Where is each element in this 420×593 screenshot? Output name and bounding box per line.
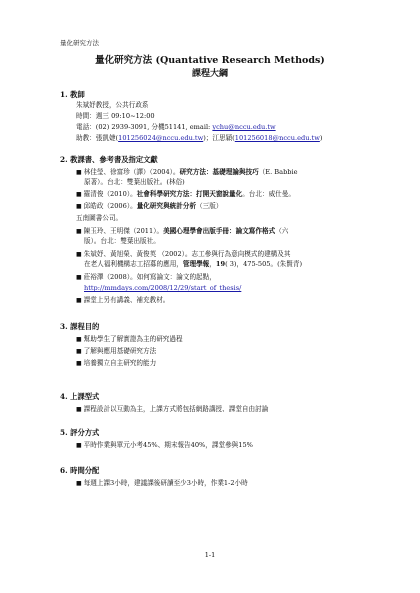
square-bullet-icon: ■	[76, 348, 82, 355]
ref-title: 美國心理學會出版手冊：論文寫作格式	[163, 227, 276, 235]
page-number: 1-1	[204, 551, 216, 559]
ta-suffix: )	[319, 134, 323, 142]
ref-title: 量化研究與統計分析	[136, 202, 197, 210]
section-heading-objectives: 3. 課程目的	[60, 322, 100, 331]
square-bullet-icon: ■	[76, 274, 82, 281]
journal-volume: 19	[215, 260, 226, 268]
list-item	[76, 347, 156, 356]
reference-item	[76, 296, 169, 305]
ref-text: 林佳瑩、徐富珍（譯）（2004）。	[83, 168, 180, 176]
reference-continuation: 原著）。台北：雙葉出版社。(林俗)	[84, 178, 185, 186]
reference-item	[76, 202, 222, 211]
reference-item	[76, 168, 298, 177]
list-item	[76, 405, 268, 414]
list-item	[76, 335, 183, 344]
ref-text: 莊裕澤（2008）。如何寫論文：論文的起點，	[83, 273, 216, 281]
ref-text: （E. Babbie	[258, 168, 298, 176]
objective-text: 培養獨立自主研究的能力	[83, 359, 157, 367]
objective-text: 了解與應用基礎研究方法	[83, 347, 157, 355]
reference-item	[76, 227, 288, 236]
ref-text: 羅清俊（2010）。	[83, 190, 137, 198]
square-bullet-icon: ■	[76, 203, 82, 210]
square-bullet-icon: ■	[76, 480, 82, 487]
square-bullet-icon: ■	[76, 406, 82, 413]
square-bullet-icon: ■	[76, 360, 82, 367]
format-text: 課程設計以互動為主，上課方式將包括網路講授、課堂自由討論	[83, 405, 269, 413]
square-bullet-icon: ■	[76, 297, 82, 304]
reference-item	[76, 250, 290, 259]
running-header: 量化研究方法	[60, 39, 99, 47]
list-item	[76, 359, 156, 368]
reference-item	[76, 190, 295, 199]
time-text: 每週上課3小時，建議課後研讀至少3小時，作業1-2小時	[83, 479, 248, 487]
reference-item	[76, 273, 216, 282]
ta-prefix: 助教：張凱婕(	[76, 134, 119, 142]
reference-continuation	[84, 260, 302, 269]
ref-text: （六	[275, 227, 289, 235]
ref-text: ( 3)，475-505。(朱賢青)	[225, 260, 303, 268]
reference-continuation: 版）。台北：雙葉出版社。	[84, 237, 160, 245]
contact-line	[76, 123, 276, 132]
section-heading-grading: 5. 評分方式	[60, 428, 100, 437]
ref-text: 在老人福利機構志工招募的應用，	[84, 260, 183, 268]
class-time: 時間：週三 09:10~12:00	[76, 112, 155, 120]
teacher-name: 朱斌妤教授，公共行政系	[76, 101, 149, 109]
journal-name: 管理學報	[182, 260, 210, 268]
document-title: 量化研究方法 (Quantative Research Methods)	[95, 55, 325, 66]
ref-text: （三版）	[196, 202, 223, 210]
section-heading-format: 4. 上課型式	[60, 392, 100, 401]
ref-text: 。台北：威仕曼。	[242, 190, 295, 198]
section-heading-time: 6. 時間分配	[60, 466, 100, 475]
reference-continuation: 五南圖書公司。	[76, 214, 123, 222]
square-bullet-icon: ■	[76, 336, 82, 343]
objective-text: 幫助學生了解實證為主的研究過程	[83, 335, 183, 343]
document-subtitle: 課程大綱	[191, 69, 228, 79]
ref-text: 課堂上另有講義、補充教材。	[83, 296, 170, 304]
list-item	[76, 479, 248, 488]
ref-text: 陳玉玲、王明傑（2011）。	[83, 227, 164, 235]
ta-mid: )；江思穎(	[203, 134, 235, 142]
ref-text: 朱斌妤、黃旭榮、黃俊英 （2002）。志工參與行為意向模式的建構及其	[83, 250, 291, 258]
ref-text: ，	[209, 260, 216, 268]
teacher-email-link[interactable]: ychu@nccu.edu.tw	[212, 123, 276, 131]
square-bullet-icon: ■	[76, 228, 82, 235]
ref-title: 研究方法：基礎理論與技巧	[179, 168, 259, 176]
ta-line	[76, 134, 322, 143]
ref-title: 社會科學研究方法：打開天窗說量化	[136, 190, 243, 198]
square-bullet-icon: ■	[76, 442, 82, 449]
list-item	[76, 441, 253, 450]
reference-url-link[interactable]: http://mmdays.com/2008/12/29/start_of_thesis/	[84, 284, 242, 292]
square-bullet-icon: ■	[76, 169, 82, 176]
ta1-email-link[interactable]: 101256024@nccu.edu.tw	[118, 134, 204, 142]
square-bullet-icon: ■	[76, 251, 82, 258]
square-bullet-icon: ■	[76, 191, 82, 198]
contact-prefix: 電話：(02) 2939-3091, 分機51141, email:	[76, 123, 213, 131]
ref-text: 邱皓政（2006）。	[83, 202, 137, 210]
grading-text: 平時作業與單元小考45%、期末報告40%，課堂參與15%	[83, 441, 253, 449]
section-heading-teacher: 1. 教師	[60, 90, 85, 99]
ta2-email-link[interactable]: 101256018@nccu.edu.tw	[234, 134, 320, 142]
section-heading-textbooks: 2. 教課書、參考書及指定文獻	[60, 155, 158, 164]
